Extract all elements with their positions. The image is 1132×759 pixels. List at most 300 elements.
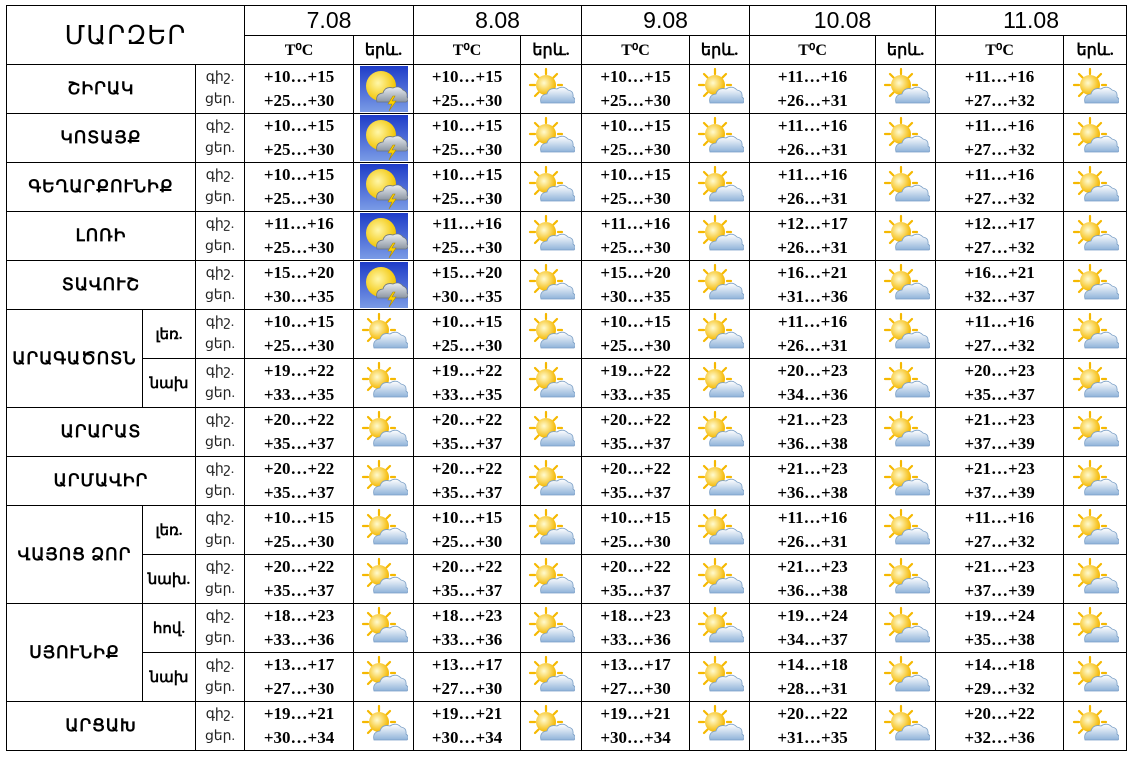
temperature-cell-night: +11…+16	[964, 508, 1035, 527]
temperature-cell	[750, 555, 876, 604]
temperature-cell	[750, 653, 876, 702]
weather-cell	[690, 702, 750, 751]
zone-label: լեռ.	[143, 506, 196, 555]
region-name: ԱՐԱԳԱԾՈՏՆ	[7, 310, 143, 408]
temperature-cell	[582, 408, 690, 457]
temperature-cell-day: +36…+38	[777, 434, 848, 453]
time-of-day-day: ցեր.	[204, 141, 236, 156]
temperature-cell	[245, 408, 354, 457]
forecast-row	[7, 359, 1127, 408]
temperature-cell-night: +10…+15	[600, 165, 671, 184]
temperature-cell	[582, 261, 690, 310]
weather-cell	[354, 408, 414, 457]
temperature-cell-day: +35…+38	[964, 630, 1035, 649]
weather-cell	[354, 163, 414, 212]
time-of-day-day: ցեր.	[204, 386, 236, 401]
temperature-cell-day: +36…+38	[777, 581, 848, 600]
storm-icon	[360, 164, 408, 210]
partly-cloudy-icon	[882, 115, 930, 161]
weather-cell	[690, 506, 750, 555]
temperature-cell	[582, 212, 690, 261]
temperature-cell-day: +35…+37	[263, 434, 335, 453]
partly-cloudy-icon	[360, 409, 408, 455]
time-of-day-day: ցեր.	[204, 239, 236, 254]
temperature-cell-night: +19…+21	[600, 704, 671, 723]
temperature-cell-night: +20…+22	[431, 410, 503, 429]
temperature-cell-night: +19…+24	[777, 606, 848, 625]
weather-cell	[690, 114, 750, 163]
weather-cell	[521, 702, 582, 751]
temperature-cell	[750, 310, 876, 359]
temperature-cell-day: +25…+30	[431, 336, 503, 355]
temperature-cell	[414, 114, 521, 163]
temperature-cell	[245, 163, 354, 212]
temperature-cell-night: +16…+21	[964, 263, 1035, 282]
time-of-day-day: ցեր.	[204, 631, 236, 646]
partly-cloudy-icon	[360, 311, 408, 357]
weather-header: երև.	[521, 36, 582, 65]
temperature-cell-day: +35…+37	[431, 483, 503, 502]
region-name: ՍՅՈՒՆԻՔ	[7, 604, 143, 702]
weather-cell	[521, 457, 582, 506]
temperature-cell	[936, 163, 1064, 212]
partly-cloudy-icon	[1071, 556, 1119, 602]
temperature-cell	[414, 457, 521, 506]
weather-cell	[354, 65, 414, 114]
time-of-day	[196, 653, 245, 702]
forecast-row	[7, 114, 1127, 163]
temperature-cell	[245, 212, 354, 261]
temperature-cell-night: +14…+18	[777, 655, 848, 674]
partly-cloudy-icon	[882, 213, 930, 259]
region-name: ԱՐԱՐԱՏ	[7, 408, 196, 457]
temperature-cell-day: +33…+35	[431, 385, 503, 404]
temperature-cell-day: +25…+30	[431, 91, 503, 110]
time-of-day-night: գիշ.	[205, 658, 235, 673]
forecast-row	[7, 65, 1127, 114]
temperature-cell-day: +27…+30	[431, 679, 503, 698]
temperature-cell-night: +10…+15	[263, 165, 335, 184]
partly-cloudy-icon	[1071, 360, 1119, 406]
time-of-day	[196, 212, 245, 261]
weather-cell	[521, 261, 582, 310]
temperature-cell-day: +30…+34	[431, 728, 503, 747]
temperature-cell	[936, 359, 1064, 408]
temperature-cell-day: +26…+31	[777, 189, 848, 208]
zone-label: նախ	[143, 653, 196, 702]
time-of-day-day: ցեր.	[204, 337, 236, 352]
partly-cloudy-icon	[527, 115, 575, 161]
time-of-day-night: գիշ.	[205, 168, 235, 183]
partly-cloudy-icon	[882, 164, 930, 210]
temperature-cell	[582, 555, 690, 604]
weather-cell	[876, 212, 936, 261]
date-header: 11.08	[936, 6, 1127, 36]
temperature-cell	[245, 65, 354, 114]
partly-cloudy-icon	[696, 556, 744, 602]
weather-cell	[876, 114, 936, 163]
temperature-cell-night: +11…+16	[777, 508, 848, 527]
temperature-cell-night: +10…+15	[431, 165, 503, 184]
temperature-cell-day: +25…+30	[600, 238, 671, 257]
date-header: 9.08	[582, 6, 750, 36]
weather-cell	[521, 604, 582, 653]
partly-cloudy-icon	[696, 115, 744, 161]
weather-cell	[1064, 408, 1127, 457]
partly-cloudy-icon	[360, 507, 408, 553]
forecast-row	[7, 163, 1127, 212]
temperature-cell-night: +11…+16	[777, 67, 848, 86]
zone-label: հով.	[143, 604, 196, 653]
temperature-cell	[750, 261, 876, 310]
temperature-cell-day: +26…+31	[777, 532, 848, 551]
date-header: 8.08	[414, 6, 582, 36]
weather-cell	[521, 163, 582, 212]
temperature-cell-day: +34…+36	[777, 385, 848, 404]
temperature-cell	[582, 359, 690, 408]
weather-cell	[521, 408, 582, 457]
partly-cloudy-icon	[882, 360, 930, 406]
weather-cell	[521, 212, 582, 261]
weather-cell	[354, 114, 414, 163]
partly-cloudy-icon	[527, 164, 575, 210]
forecast-row	[7, 212, 1127, 261]
partly-cloudy-icon	[360, 360, 408, 406]
partly-cloudy-icon	[527, 213, 575, 259]
temperature-cell-day: +25…+30	[431, 532, 503, 551]
temperature-cell-day: +37…+39	[964, 581, 1035, 600]
time-of-day-day: ցեր.	[204, 288, 236, 303]
temperature-cell-night: +20…+22	[600, 557, 671, 576]
temperature-cell	[245, 114, 354, 163]
weather-cell	[354, 653, 414, 702]
partly-cloudy-icon	[1071, 115, 1119, 161]
temperature-cell-day: +27…+32	[964, 336, 1035, 355]
time-of-day	[196, 408, 245, 457]
partly-cloudy-icon	[527, 605, 575, 651]
weather-cell	[1064, 310, 1127, 359]
weather-cell	[876, 65, 936, 114]
temperature-cell	[936, 408, 1064, 457]
region-name: ԿՈՏԱՅՔ	[7, 114, 196, 163]
weather-header: երև.	[690, 36, 750, 65]
temperature-cell-night: +18…+23	[431, 606, 503, 625]
temperature-cell-day: +25…+30	[263, 532, 335, 551]
weather-cell	[690, 261, 750, 310]
date-header: 10.08	[750, 6, 936, 36]
temperature-cell-day: +35…+37	[600, 483, 671, 502]
region-name: ԼՈՌԻ	[7, 212, 196, 261]
partly-cloudy-icon	[696, 507, 744, 553]
weather-cell	[876, 163, 936, 212]
temperature-cell-day: +26…+31	[777, 336, 848, 355]
temperature-cell-night: +10…+15	[263, 116, 335, 135]
partly-cloudy-icon	[882, 311, 930, 357]
time-of-day-day: ցեր.	[204, 435, 236, 450]
temperature-cell-day: +35…+37	[263, 483, 335, 502]
zone-label: նախ.	[143, 555, 196, 604]
partly-cloudy-icon	[1071, 311, 1119, 357]
temperature-cell-night: +20…+22	[964, 704, 1035, 723]
storm-icon	[360, 115, 408, 161]
temperature-cell	[750, 408, 876, 457]
weather-cell	[1064, 506, 1127, 555]
temperature-cell-day: +27…+32	[964, 238, 1035, 257]
temperature-cell	[750, 163, 876, 212]
forecast-row	[7, 261, 1127, 310]
partly-cloudy-icon	[360, 605, 408, 651]
forecast-row	[7, 310, 1127, 359]
temperature-cell-night: +19…+22	[263, 361, 335, 380]
time-of-day-day: ցեր.	[204, 729, 236, 744]
temperature-cell-day: +27…+32	[964, 189, 1035, 208]
temperature-header: T⁰C	[936, 36, 1064, 65]
temperature-cell-night: +11…+16	[964, 312, 1035, 331]
temperature-cell-day: +29…+32	[964, 679, 1035, 698]
temperature-cell-day: +32…+36	[964, 728, 1035, 747]
region-name: ԱՐՑԱԽ	[7, 702, 196, 751]
temperature-cell-day: +26…+31	[777, 91, 848, 110]
temperature-cell-night: +19…+22	[600, 361, 671, 380]
temperature-cell	[936, 702, 1064, 751]
temperature-cell-day: +30…+35	[263, 287, 335, 306]
temperature-cell-night: +13…+17	[431, 655, 503, 674]
partly-cloudy-icon	[882, 409, 930, 455]
temperature-cell	[414, 65, 521, 114]
partly-cloudy-icon	[1071, 213, 1119, 259]
temperature-cell-night: +13…+17	[600, 655, 671, 674]
forecast-row	[7, 702, 1127, 751]
weather-cell	[521, 359, 582, 408]
temperature-cell	[414, 702, 521, 751]
temperature-cell-day: +35…+37	[600, 581, 671, 600]
weather-cell	[1064, 604, 1127, 653]
temperature-cell	[936, 212, 1064, 261]
temperature-cell	[750, 457, 876, 506]
partly-cloudy-icon	[696, 360, 744, 406]
partly-cloudy-icon	[1071, 262, 1119, 308]
partly-cloudy-icon	[696, 703, 744, 749]
temperature-cell	[750, 702, 876, 751]
weather-cell	[690, 163, 750, 212]
temperature-cell	[936, 310, 1064, 359]
partly-cloudy-icon	[696, 164, 744, 210]
partly-cloudy-icon	[882, 556, 930, 602]
temperature-cell	[414, 163, 521, 212]
temperature-cell-night: +10…+15	[600, 67, 671, 86]
temperature-cell-day: +31…+36	[777, 287, 848, 306]
temperature-cell-night: +20…+23	[777, 361, 848, 380]
weather-cell	[1064, 261, 1127, 310]
temperature-cell-day: +34…+37	[777, 630, 848, 649]
time-of-day-night: գիշ.	[205, 560, 235, 575]
temperature-cell-night: +11…+16	[600, 214, 671, 233]
temperature-cell	[582, 604, 690, 653]
weather-cell	[354, 457, 414, 506]
time-of-day-day: ցեր.	[204, 582, 236, 597]
weather-cell	[1064, 65, 1127, 114]
weather-cell	[1064, 212, 1127, 261]
time-of-day-night: գիշ.	[205, 511, 235, 526]
time-of-day	[196, 359, 245, 408]
temperature-cell	[750, 114, 876, 163]
weather-cell	[521, 555, 582, 604]
temperature-cell-day: +27…+32	[964, 140, 1035, 159]
time-of-day-day: ցեր.	[204, 484, 236, 499]
partly-cloudy-icon	[360, 703, 408, 749]
partly-cloudy-icon	[360, 654, 408, 700]
weather-cell	[1064, 359, 1127, 408]
temperature-cell	[936, 506, 1064, 555]
weather-cell	[690, 408, 750, 457]
temperature-cell	[750, 359, 876, 408]
time-of-day	[196, 163, 245, 212]
weather-cell	[354, 359, 414, 408]
temperature-cell-day: +33…+35	[600, 385, 671, 404]
weather-cell	[876, 310, 936, 359]
partly-cloudy-icon	[696, 654, 744, 700]
weather-cell	[876, 702, 936, 751]
temperature-cell	[750, 506, 876, 555]
temperature-cell-night: +21…+23	[777, 410, 848, 429]
partly-cloudy-icon	[527, 262, 575, 308]
weather-cell	[354, 702, 414, 751]
temperature-cell-night: +12…+17	[964, 214, 1035, 233]
temperature-cell-night: +10…+15	[431, 312, 503, 331]
temperature-cell-day: +33…+36	[431, 630, 503, 649]
time-of-day-night: գիշ.	[205, 119, 235, 134]
temperature-cell-night: +10…+15	[600, 312, 671, 331]
temperature-cell	[936, 114, 1064, 163]
temperature-cell	[245, 310, 354, 359]
temperature-cell-day: +33…+36	[263, 630, 335, 649]
time-of-day	[196, 310, 245, 359]
temperature-cell-day: +35…+37	[600, 434, 671, 453]
partly-cloudy-icon	[527, 409, 575, 455]
forecast-row	[7, 506, 1127, 555]
temperature-cell-day: +28…+31	[777, 679, 848, 698]
weather-cell	[690, 555, 750, 604]
partly-cloudy-icon	[1071, 409, 1119, 455]
temperature-cell-day: +25…+30	[431, 238, 503, 257]
weather-cell	[1064, 555, 1127, 604]
weather-cell	[876, 359, 936, 408]
temperature-cell-night: +10…+15	[263, 67, 335, 86]
weather-cell	[690, 212, 750, 261]
temperature-cell	[245, 457, 354, 506]
temperature-cell-day: +33…+35	[263, 385, 335, 404]
partly-cloudy-icon	[696, 262, 744, 308]
time-of-day-night: գիշ.	[205, 413, 235, 428]
partly-cloudy-icon	[360, 556, 408, 602]
temperature-cell-day: +25…+30	[263, 189, 335, 208]
temperature-cell-night: +21…+23	[777, 459, 848, 478]
temperature-cell-day: +25…+30	[600, 140, 671, 159]
temperature-cell-night: +20…+22	[600, 459, 671, 478]
temperature-cell-day: +27…+30	[600, 679, 671, 698]
temperature-cell-night: +19…+21	[431, 704, 503, 723]
temperature-cell	[582, 114, 690, 163]
temperature-cell	[245, 555, 354, 604]
temperature-cell-night: +20…+22	[431, 459, 503, 478]
temperature-cell	[245, 604, 354, 653]
weather-cell	[876, 408, 936, 457]
partly-cloudy-icon	[882, 66, 930, 112]
partly-cloudy-icon	[1071, 654, 1119, 700]
temperature-cell	[245, 359, 354, 408]
temperature-cell-day: +25…+30	[431, 189, 503, 208]
temperature-cell-night: +12…+17	[777, 214, 848, 233]
temperature-cell-day: +35…+37	[263, 581, 335, 600]
time-of-day-day: ցեր.	[204, 190, 236, 205]
temperature-cell-night: +20…+22	[600, 410, 671, 429]
temperature-cell	[582, 653, 690, 702]
temperature-cell-night: +15…+20	[600, 263, 671, 282]
forecast-body	[7, 65, 1127, 751]
partly-cloudy-icon	[696, 458, 744, 504]
temperature-cell	[936, 555, 1064, 604]
forecast-row	[7, 653, 1127, 702]
temperature-cell-day: +25…+30	[600, 532, 671, 551]
temperature-cell	[245, 506, 354, 555]
temperature-cell-night: +20…+23	[964, 361, 1035, 380]
partly-cloudy-icon	[882, 458, 930, 504]
temperature-cell-night: +19…+22	[431, 361, 503, 380]
weather-cell	[354, 506, 414, 555]
temperature-cell	[582, 506, 690, 555]
weather-cell	[354, 604, 414, 653]
temperature-cell-day: +37…+39	[964, 434, 1035, 453]
temperature-cell-night: +10…+15	[431, 67, 503, 86]
partly-cloudy-icon	[882, 703, 930, 749]
partly-cloudy-icon	[1071, 605, 1119, 651]
temperature-header: T⁰C	[582, 36, 690, 65]
partly-cloudy-icon	[882, 507, 930, 553]
temperature-cell-day: +30…+35	[431, 287, 503, 306]
partly-cloudy-icon	[527, 654, 575, 700]
weather-cell	[1064, 163, 1127, 212]
time-of-day	[196, 604, 245, 653]
region-name: ԳԵՂԱՐՔՈՒՆԻՔ	[7, 163, 196, 212]
temperature-cell-night: +11…+16	[964, 165, 1035, 184]
temperature-cell	[414, 506, 521, 555]
partly-cloudy-icon	[696, 213, 744, 259]
temperature-cell-night: +11…+16	[777, 116, 848, 135]
temperature-cell	[414, 310, 521, 359]
temperature-cell	[936, 604, 1064, 653]
temperature-cell-night: +20…+22	[263, 459, 335, 478]
partly-cloudy-icon	[1071, 458, 1119, 504]
temperature-cell-day: +30…+35	[600, 287, 671, 306]
partly-cloudy-icon	[696, 66, 744, 112]
time-of-day-night: գիշ.	[205, 315, 235, 330]
time-of-day-night: գիշ.	[205, 266, 235, 281]
partly-cloudy-icon	[527, 66, 575, 112]
temperature-cell	[750, 212, 876, 261]
partly-cloudy-icon	[527, 556, 575, 602]
partly-cloudy-icon	[527, 360, 575, 406]
partly-cloudy-icon	[882, 262, 930, 308]
weather-cell	[521, 310, 582, 359]
weather-cell	[690, 310, 750, 359]
temperature-cell-night: +15…+20	[431, 263, 503, 282]
temperature-cell	[582, 65, 690, 114]
partly-cloudy-icon	[527, 507, 575, 553]
temperature-cell-day: +25…+30	[263, 336, 335, 355]
temperature-cell-day: +25…+30	[263, 140, 335, 159]
partly-cloudy-icon	[1071, 703, 1119, 749]
temperature-cell	[414, 555, 521, 604]
